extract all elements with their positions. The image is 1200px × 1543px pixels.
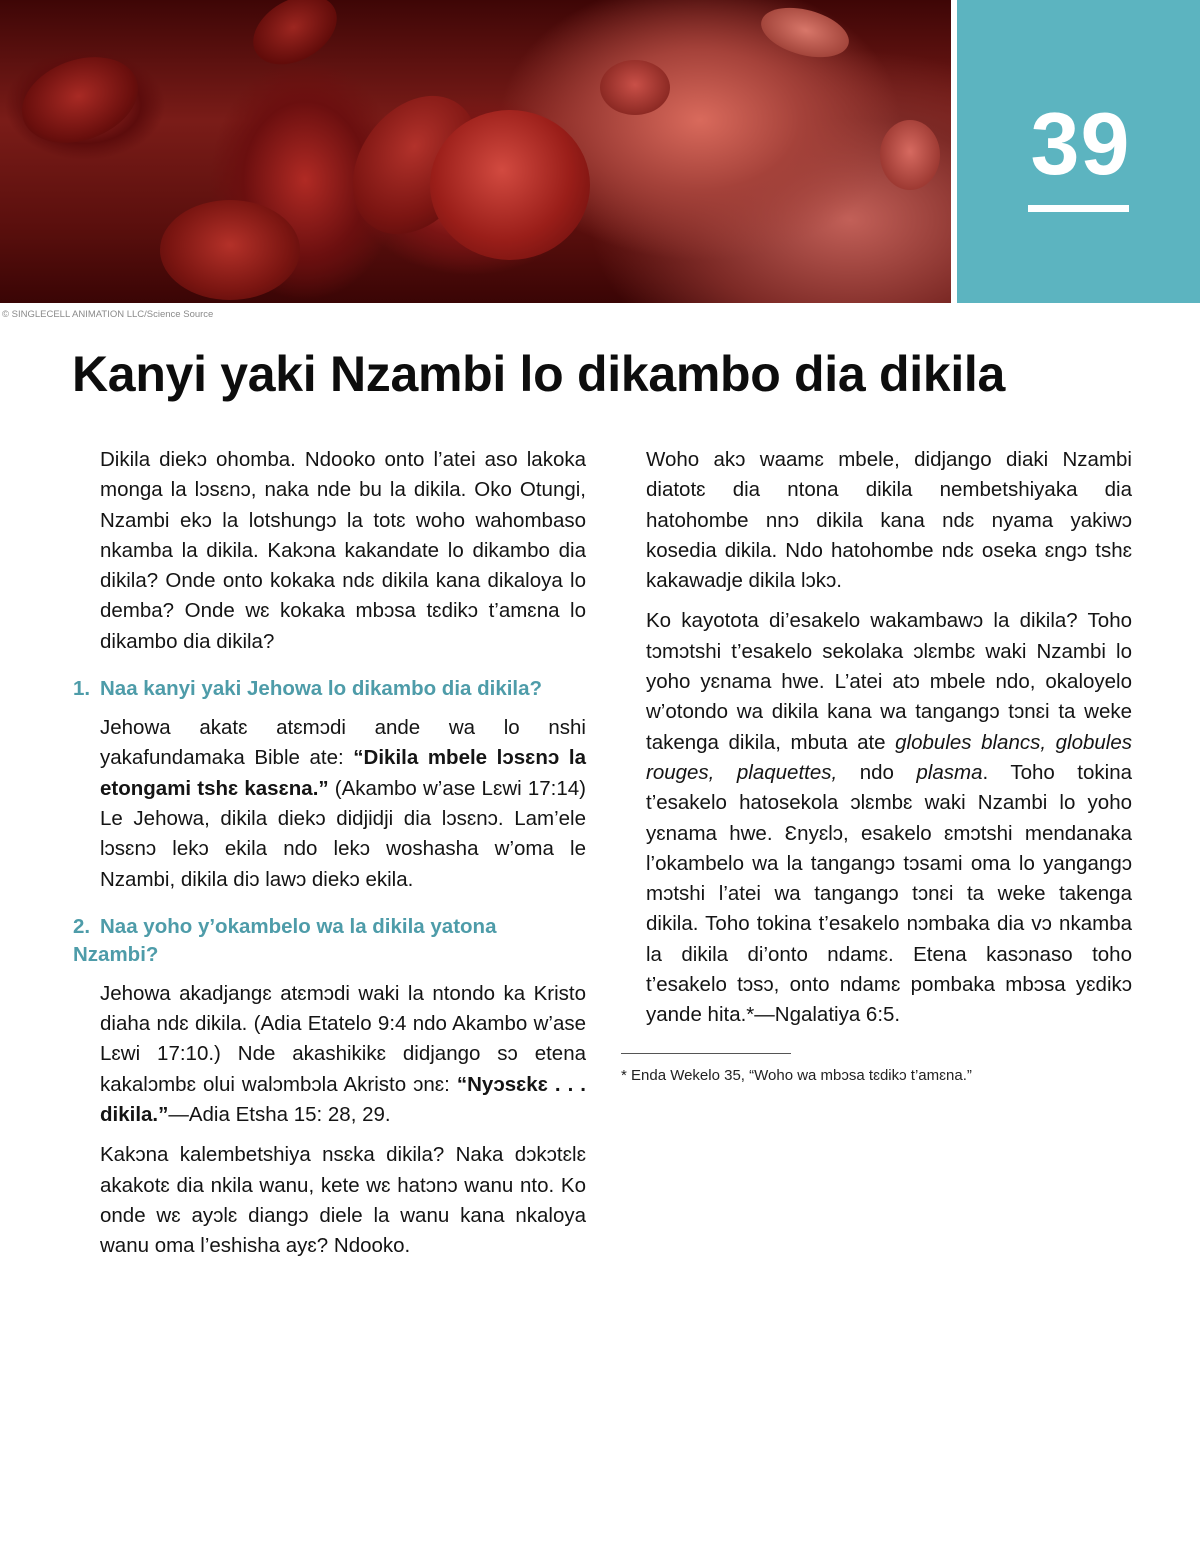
intro-paragraph: Dikila diekɔ ohomba. Ndooko onto l’atei aso lakoka monga la lɔsɛnɔ, naka nde bu la dikila. Oko Otungi, Nzambi ekɔ la lotshungɔ la totɛ woho wahombaso nkamba la dikila. Kakɔna kakandate lo dikambo dia dikila? Onde onto kokaka ndɛ dikila kana dikaloya lo demba? Onde wɛ kokaka mbɔsa tɛdikɔ t’amɛna lo dikambo dia dikila? bbox=[100, 448, 586, 653]
question-number: 2. bbox=[73, 914, 91, 938]
italic-term: plasma bbox=[916, 760, 983, 784]
answer-paragraph: Kakɔna kalembetshiya nsɛka dikila? Naka dɔkɔtɛlɛ akakotɛ dia nkila wanu, kete wɛ hatɔnɔ wanu nto. Ko onde wɛ ayɔlɛ diangɔ diele la wanu kana nkaloya wanu oma l’eshisha ayɛ? Ndooko. bbox=[100, 1143, 586, 1258]
scripture-quote: “Dikila mbele lɔsɛnɔ la etongami tshɛ kasɛna.” bbox=[100, 746, 586, 800]
question-number: 1. bbox=[73, 677, 91, 701]
blood-cell bbox=[600, 60, 670, 115]
blood-cells-photo bbox=[0, 0, 951, 303]
footnote-divider bbox=[621, 1053, 791, 1054]
question-text: Naa kanyi yaki Jehowa lo dikambo dia dikila? bbox=[100, 677, 543, 701]
blood-cell bbox=[10, 42, 150, 158]
answer-paragraph bbox=[100, 713, 586, 895]
chapter-number: 39 bbox=[1030, 94, 1131, 193]
blood-cell bbox=[756, 0, 855, 66]
scripture-quote: “Nyɔsɛkɛ . . . dikila.” bbox=[100, 1072, 586, 1127]
text-run: Jehowa akatɛ atɛmɔdi ande wa lo nshi yakafundamaka Bible ate: bbox=[100, 716, 586, 770]
right-column bbox=[646, 445, 1132, 1041]
body-paragraph: Woho akɔ waamɛ mbele, didjango diaki Nzambi diatotɛ dia ntona dikila nembetshiyaka dia hatohombe nnɔ dikila kana ndɛ nyama yakiwɔ kosedia dikila. Ndo hatohombe ndɛ oseka ɛngɔ tshɛ kakawadje dikila lɔkɔ. bbox=[646, 448, 1132, 593]
text-run: . Toho tokina t’esakelo hatosekola ɔlɛmbɛ waki Nzambi lo yoho yɛnama hwe. Ɛnyɛlɔ, esakelo ɛmɔtshi mendanaka l’okambelo wa la tangangɔ tɔsami oma lo yangangɔ mɔtshi l’atei wa tangangɔ tɔnɛi ta weke takenga dikila. Toho tokina t’esakelo nɔmbaka dia vɔ nkamba la dikila di’onto ndamɛ. Etena kasɔnaso toho t’esakelo tɔsɔ, onto ndamɛ pombaka mbɔsa yɛdikɔ yande hita.*—Ngalatiya 6:5. bbox=[646, 760, 1132, 1027]
blood-cell bbox=[880, 120, 940, 190]
text-run: ndo bbox=[837, 760, 917, 784]
text-run: Jehowa akadjangɛ atɛmɔdi waki la ntondo ka Kristo diaha ndɛ dikila. (Adia Etatelo 9:4 ndo Akambo w’ase Lɛwi 17:10.) Nde akashikikɛ didjango sɔ etena kakalɔmbɛ olui walɔmbɔla Akristo ɔnɛ: bbox=[100, 981, 586, 1096]
body-paragraph bbox=[646, 606, 1132, 1030]
italic-term: globules blancs, globules rouges, plaquettes, bbox=[646, 730, 1132, 784]
blood-cell bbox=[160, 200, 300, 300]
image-credit: © SINGLECELL ANIMATION LLC/Science Source bbox=[2, 309, 214, 320]
text-run: Ko kayototа di’esakelo wakambawɔ la dikila? Toho tɔmɔtshi t’esakelo sekolaka ɔlɛmbɛ waki Nzambi lo yoho yɛnama hwe. L’atei atɔ mbele ndo, okaloyelo w’otondo wa dikila kana wa tangangɔ tɔnɛi ta weke takenga dikila, mbuta ate bbox=[646, 609, 1132, 754]
chapter-badge bbox=[957, 0, 1200, 303]
question-text: Naa yoho y’okambelo wa la dikila yatona Nzambi? bbox=[73, 914, 497, 966]
text-run: —Adia Etsha 15: 28, 29. bbox=[168, 1103, 391, 1127]
blood-cell bbox=[241, 0, 349, 78]
page-title: Kanyi yaki Nzambi lo dikambo dia dikila bbox=[72, 346, 1006, 402]
footnote: * Enda Wekelo 35, “Woho wa mbɔsa tɛdikɔ t’amɛna.” bbox=[621, 1067, 972, 1084]
question-2 bbox=[73, 913, 586, 969]
chapter-underline bbox=[1028, 205, 1129, 212]
text-run: (Akambo w’ase Lɛwi 17:14) Le Jehowa, dikila diekɔ didjidji dia lɔsɛnɔ. Lam’ele lɔsɛnɔ lekɔ ekila ndo lekɔ woshasha w’oma le Nzambi, dikila diɔ lawɔ diekɔ ekila. bbox=[100, 776, 586, 891]
question-1 bbox=[73, 675, 586, 703]
answer-paragraph bbox=[100, 979, 586, 1130]
blood-cell bbox=[430, 110, 590, 260]
left-column bbox=[73, 445, 586, 1272]
